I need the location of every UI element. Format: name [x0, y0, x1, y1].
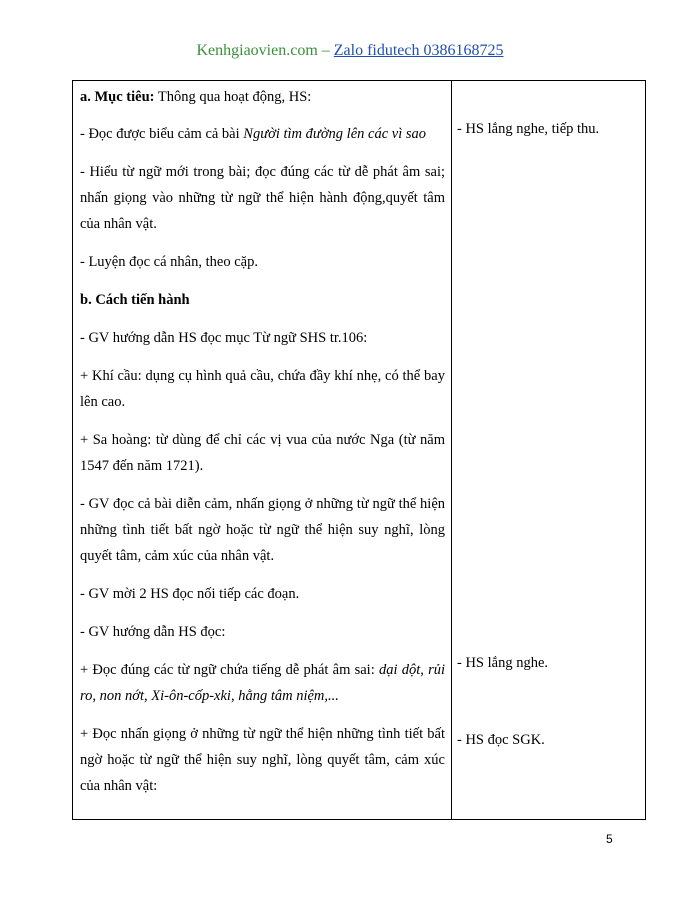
- objective-intro: Thông qua hoạt động, HS:: [154, 89, 312, 105]
- header-brand: Kenhgiaovien.com: [196, 42, 318, 59]
- page-number: 5: [606, 832, 613, 846]
- objective-2: - Hiểu từ ngữ mới trong bài; đọc đúng các từ dễ phát âm sai; nhấn giọng vào những từ ngữ thể hiện hành động,quyết tâm của nhân vật.: [80, 164, 445, 232]
- pronunciation-text: + Đọc đúng các từ ngữ chứa tiếng dễ phát âm sai:: [80, 662, 379, 678]
- student-response-1: - HS lắng nghe, tiếp thu.: [457, 121, 600, 137]
- pronunciation-words: dại dột, rủi ro, non nớt, Xi-ôn-cốp-xki, hằng tâm niệm,...: [80, 662, 445, 704]
- teacher-activity-cell: [73, 81, 452, 820]
- lesson-title: Người tìm đường lên các vì sao: [243, 126, 426, 142]
- objective-heading: [80, 84, 445, 110]
- header-zalo-link[interactable]: Zalo fidutech 0386168725: [333, 42, 504, 59]
- student-response-2: - HS lắng nghe.: [457, 655, 549, 671]
- header-separator: –: [317, 42, 334, 59]
- step-guide-reading: - GV hướng dẫn HS đọc:: [80, 624, 226, 640]
- procedure-heading: [80, 287, 445, 313]
- step-vocabulary: - GV hướng dẫn HS đọc mục Từ ngữ SHS tr.106:: [80, 330, 368, 346]
- objective-label: a. Mục tiêu:: [80, 89, 155, 105]
- page-header: [0, 41, 700, 61]
- step-pronunciation: [80, 657, 445, 709]
- step-emphasis: + Đọc nhấn giọng ở những từ ngữ thể hiện những tình tiết bất ngờ hoặc từ ngữ thể hiện suy nghĩ, lòng quyết tâm, cảm xúc của nhân vật:: [80, 726, 445, 794]
- student-activity-cell: [452, 81, 646, 820]
- objective-1-text: - Đọc được biểu cảm cả bài: [80, 126, 244, 142]
- student-response-3: - HS đọc SGK.: [457, 732, 545, 748]
- objective-3: - Luyện đọc cá nhân, theo cặp.: [80, 254, 258, 270]
- procedure-label: b. Cách tiến hành: [80, 292, 190, 308]
- vocab-khi-cau: + Khí cầu: dụng cụ hình quả cầu, chứa đầy khí nhẹ, có thể bay lên cao.: [80, 368, 445, 410]
- lesson-table: [72, 80, 646, 820]
- objective-1: [80, 121, 445, 147]
- step-students-read: - GV mời 2 HS đọc nối tiếp các đoạn.: [80, 586, 300, 602]
- step-teacher-reads: - GV đọc cả bài diễn cảm, nhấn giọng ở những từ ngữ thể hiện những tình tiết bất ngờ hoặc từ ngữ thể hiện suy nghĩ, lòng quyết tâm, cảm xúc của nhân vật.: [80, 496, 445, 564]
- vocab-sa-hoang: + Sa hoàng: từ dùng để chỉ các vị vua của nước Nga (từ năm 1547 đến năm 1721).: [80, 432, 445, 474]
